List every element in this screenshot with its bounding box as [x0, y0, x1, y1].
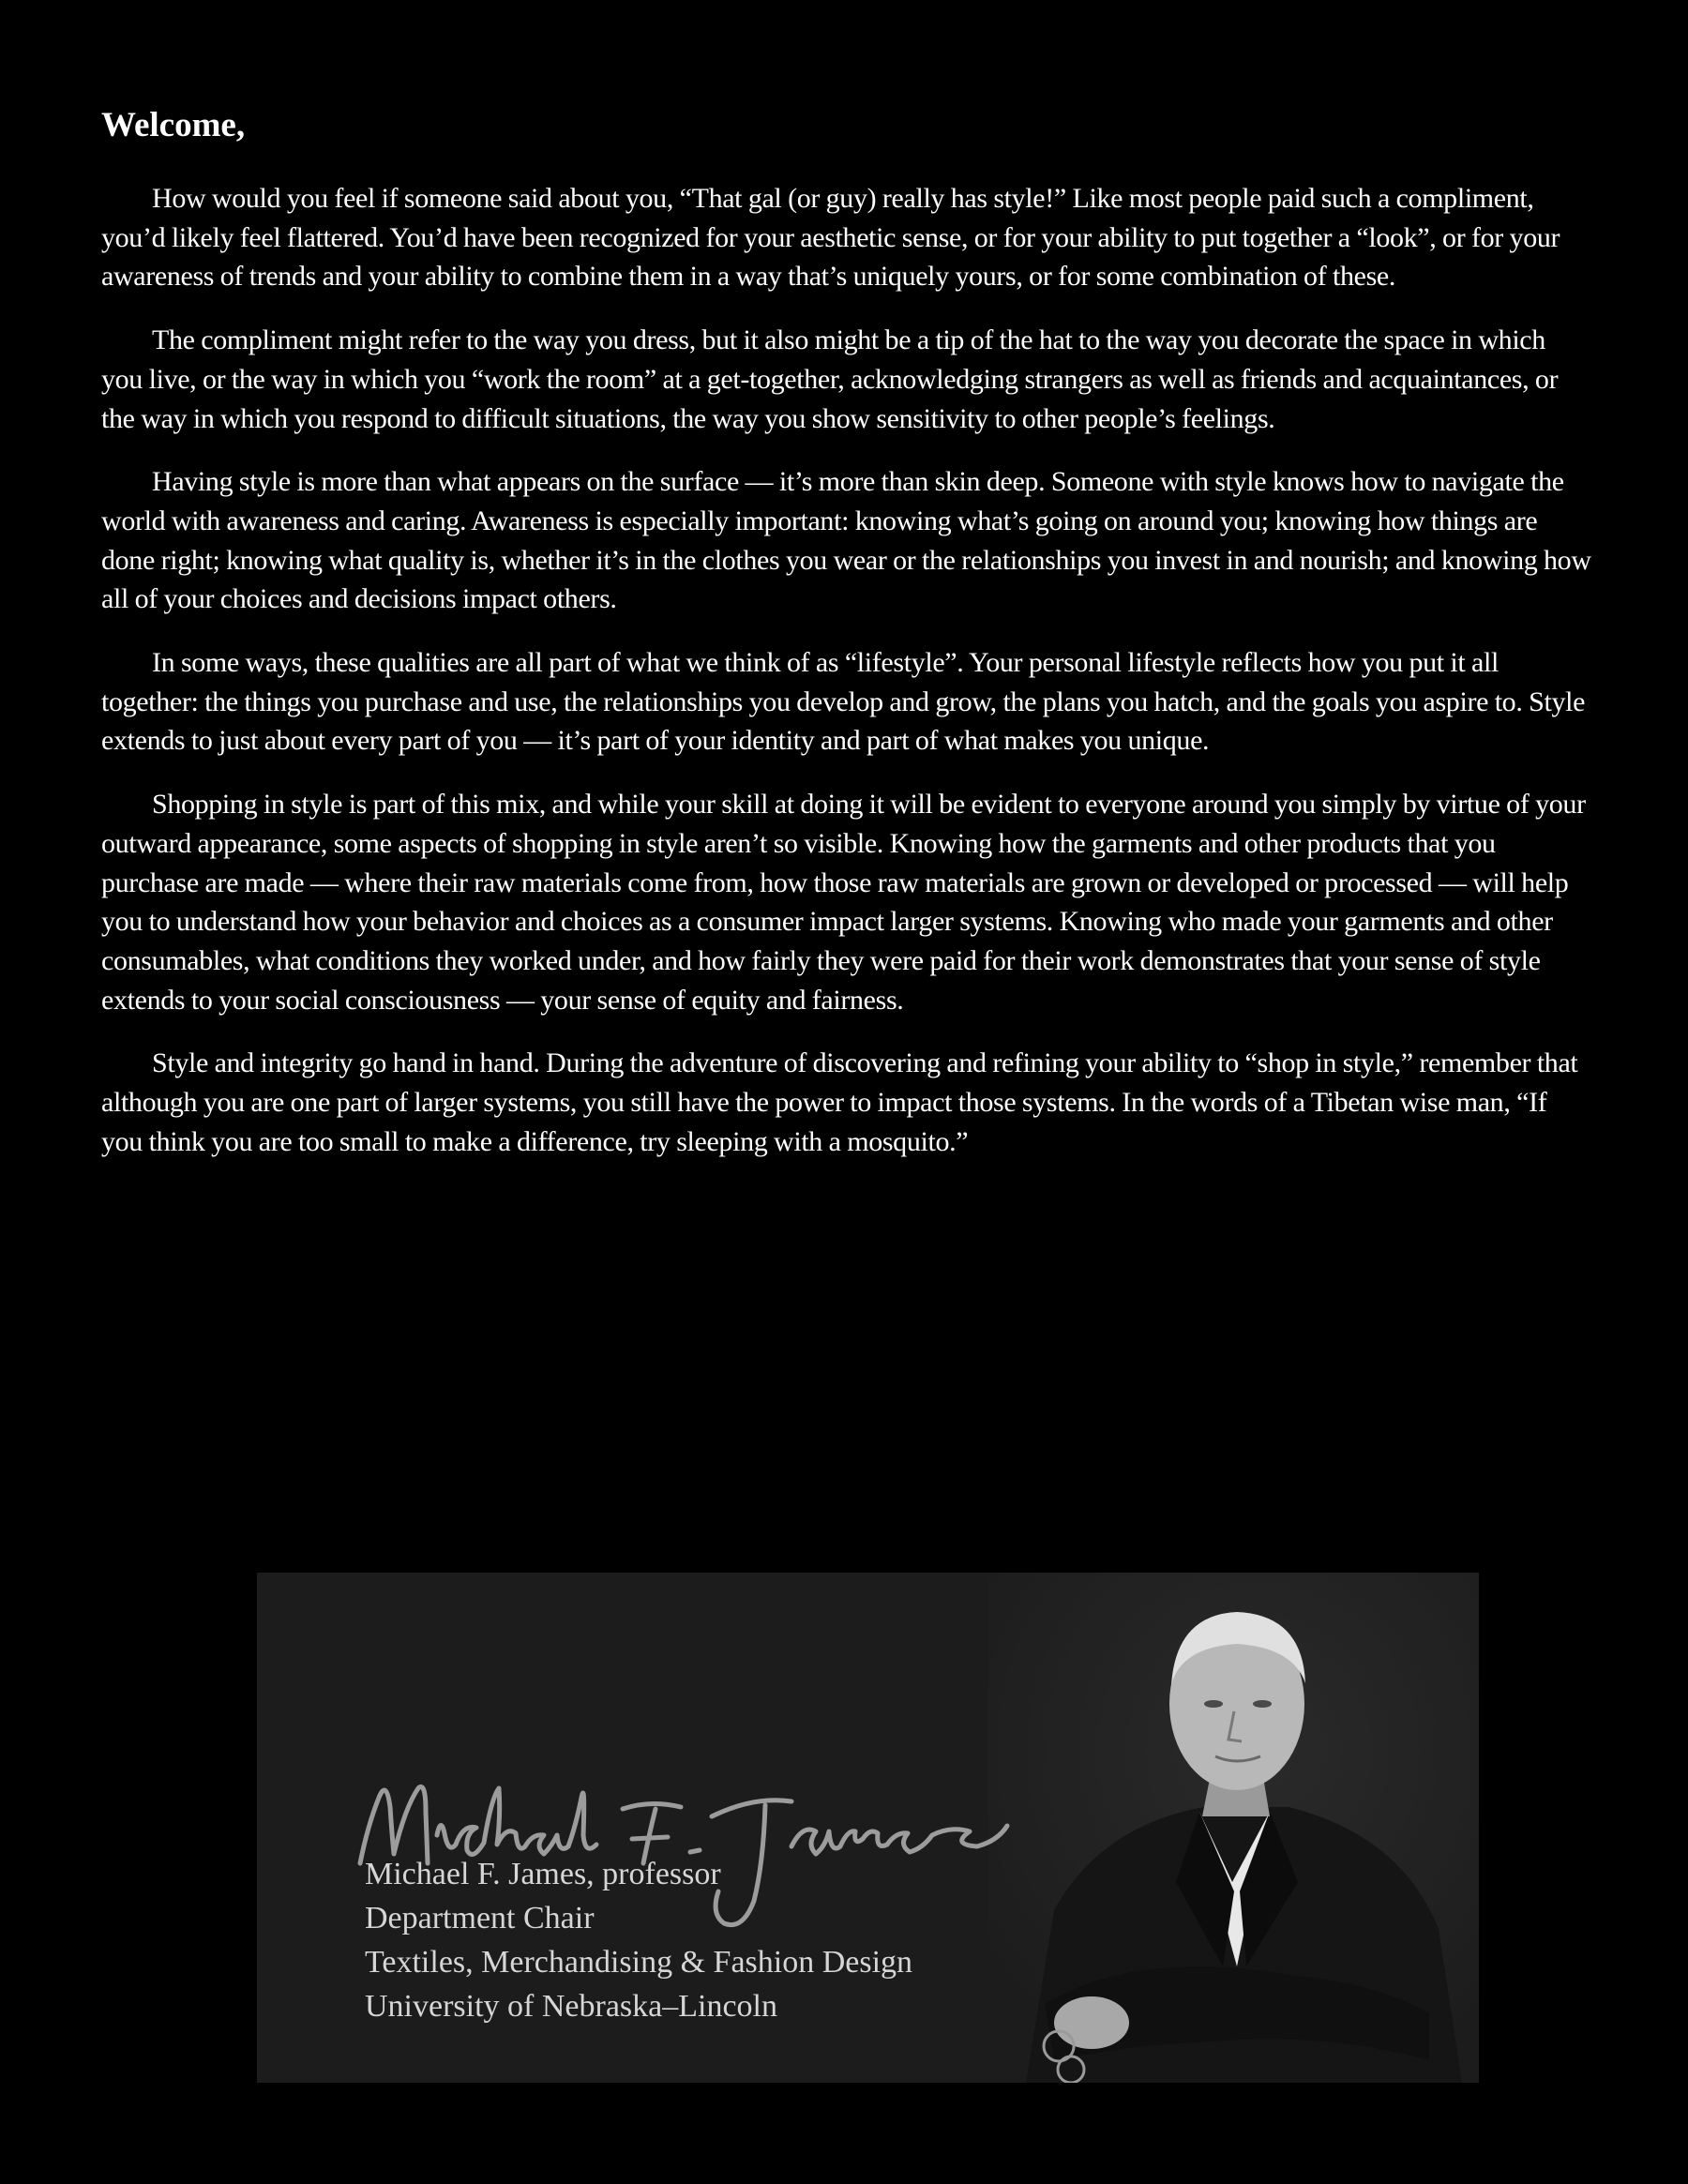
welcome-letter: [101, 99, 1592, 1161]
letter-paragraph: Shopping in style is part of this mix, and while your skill at doing it will be evident to everyone around you simply by virtue of your outward appearance, some aspects of shopping in style aren’t so visible. Knowing how the garments and other products that you purchase are made — where their raw materials come from, how those raw materials are grown or developed or processed — will help you to understand how your behavior and choices as a consumer impact larger systems. Knowing who made your garments and other consumables, what conditions they worked under, and how fairly they were paid for their work demonstrates that your sense of style extends to your social consciousness — your sense of equity and fairness.: [101, 789, 1586, 1016]
letter-paragraph: Having style is more than what appears on the surface — it’s more than skin deep. Someone with style knows how to navigate the world with awareness and caring. Awareness is especially important: knowing what’s going on around you; knowing how things are done right; knowing what quality is, whether it’s in the clothes you wear or the relationships you invest in and nourish; and knowing how all of your choices and decisions impact others.: [101, 466, 1591, 615]
signature-credits: [365, 1852, 912, 2028]
letter-paragraph: How would you feel if someone said about you, “That gal (or guy) really has style!” Like most people paid such a compliment, you’d likely feel flattered. You’d have been recognized for your aesthetic sense, or for your ability to put together a “look”, or for your awareness of trends and your ability to combine them in a way that’s uniquely yours, or for some combination of these.: [101, 183, 1560, 293]
signer-department: Textiles, Merchandising & Fashion Design: [365, 1945, 913, 1980]
letter-paragraph: In some ways, these qualities are all part of what we think of as “lifestyle”. Your personal lifestyle reflects how you put it all together: the things you purchase and use, the relationships you develop and grow, the plans you hatch, and the goals you aspire to. Style extends to just about every part of you — it’s part of your identity and part of what makes you unique.: [101, 647, 1586, 757]
letter-paragraph: The compliment might refer to the way you dress, but it also might be a tip of the hat to the way you decorate the space in which you live, or the way in which you “work the room” at a get-together, acknowledging strangers as well as friends and acquaintances, or the way in which you respond to difficult situations, the way you show sensitivity to other people’s feelings.: [101, 324, 1559, 434]
letter-greeting: Welcome,: [101, 106, 246, 144]
letter-paragraph: Style and integrity go hand in hand. During the adventure of discovering and refining your ability to “shop in style,” remember that although you are one part of larger systems, you still have the power to impact those systems. In the words of a Tibetan wise man, “If you think you are too small to make a difference, try sleeping with a mosquito.”: [101, 1047, 1578, 1157]
signature-panel: [257, 1573, 1479, 2083]
signer-name-title: Michael F. James, professor: [365, 1857, 721, 1891]
signer-university: University of Nebraska–Lincoln: [365, 1989, 777, 2024]
signer-position: Department Chair: [365, 1901, 595, 1935]
